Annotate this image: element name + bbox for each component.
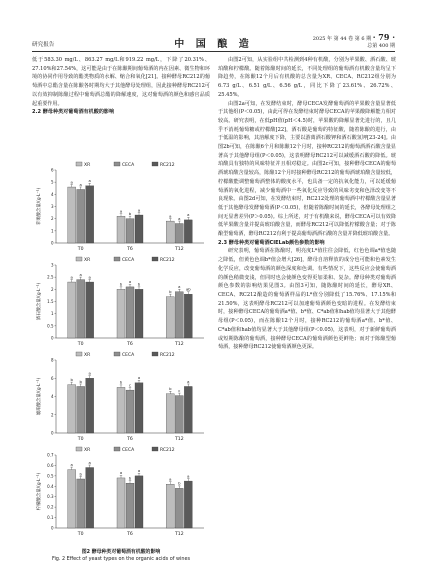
- bar-rc212-t6: [135, 383, 143, 433]
- significance-label: a: [187, 212, 190, 218]
- legend-swatch-rc212: [152, 162, 158, 166]
- y-tick-label: 0.5: [47, 323, 54, 329]
- bar-xr-t12: [166, 484, 174, 528]
- bar-ceca-t0: [77, 386, 85, 433]
- y-tick-label: 0: [50, 430, 54, 436]
- figure-2-charts: [32, 160, 210, 540]
- significance-label: a: [169, 213, 172, 219]
- significance-label: b: [128, 210, 132, 216]
- bar-ceca-t6: [126, 390, 134, 433]
- legend-swatch-ceca: [114, 257, 120, 261]
- significance-label: b: [137, 281, 141, 287]
- figure-caption-cn: 图2 酵母种类对葡萄酒有机酸的影响: [81, 549, 161, 555]
- y-tick-label: 0.4: [47, 483, 54, 489]
- significance-label: a: [88, 178, 91, 184]
- x-tick-label-t0: T0: [77, 437, 84, 442]
- legend-label-ceca: CECA: [122, 353, 135, 358]
- bar-ceca-t12: [175, 488, 183, 528]
- right-paragraph-3: 研究表明，葡萄酒在陈酿时，明亮度L*值往往会降低，红色色调a*值也随之降低，但黄色色调b*值会增大[26]，酵母自溶释放的成分也可能和色素发生化学反应，改变葡萄酒的颜色深度和色调。有些情况下，这些反应会使葡萄酒的颜色稍微变浅，但同时也会使颜色变得更加柔和、复杂。酵母种类对葡萄酒颜色参数的影响结果见图3。由图3可知，随陈酿时间的延长，酵母XR、CECA、RC212酿造的葡萄酒样品的L*值分别降低了15.76%、17.15%和21.50%，这表明酵母RC212可以加速葡萄酒颜色变暗的进程。在发酵结束时，接种酵母CECA的葡萄酒a*值、b*值、C*ab值和hab值均显著大于其他酵母组(P＜0.05)，而在陈酿12个月时，接种RC212的葡萄酒a*值、b*值、C*ab值和hab值均显著大于其他酵母组(P＜0.05)，这表明，对于新鲜葡萄酒或短期陈酿的葡萄酒，接种酵母CECA的葡萄酒颜色更鲜艳；而对于陈酿型葡萄酒，接种酵母RC212使葡萄酒颜色更深。: [218, 248, 396, 351]
- x-tick-label-t6: T6: [127, 532, 133, 537]
- total-issue: 总第 400 期: [367, 43, 395, 49]
- bar-ceca-t6: [126, 219, 134, 243]
- y-tick-label: 0.1: [47, 515, 54, 521]
- section-heading-2-2: 2.2 酵母种类对葡萄酒有机酸的影响: [32, 109, 115, 116]
- section-heading-2-3: 2.3 酵母种类对葡萄酒CIELab颜色参数的影响: [218, 239, 325, 246]
- significance-label: b: [79, 471, 82, 477]
- significance-label: a: [70, 461, 73, 467]
- y-tick-label: 0.3: [47, 494, 54, 500]
- y-tick-label: 0.5: [47, 473, 54, 479]
- legend-label-xr: XR: [84, 448, 91, 453]
- y-tick-label: 2: [50, 286, 54, 292]
- bar-rc212-t0: [86, 378, 94, 433]
- significance-label: a: [187, 378, 190, 384]
- bar-ceca-t6: [126, 287, 134, 338]
- y-tick-label: 3: [50, 262, 54, 268]
- significance-label: a: [137, 468, 141, 474]
- legend-swatch-rc212: [152, 352, 158, 356]
- y-tick-label: 1: [50, 228, 54, 234]
- bar-xr-t0: [68, 282, 76, 338]
- x-tick-label-t12: T12: [175, 247, 184, 252]
- significance-label: a: [169, 476, 172, 482]
- x-tick-label-t6: T6: [127, 247, 133, 252]
- significance-label: a: [178, 284, 181, 290]
- legend-swatch-ceca: [114, 352, 120, 356]
- section-label: 研究报告: [32, 42, 55, 48]
- bar-xr-t12: [166, 221, 174, 243]
- left-column: [32, 56, 210, 117]
- y-tick-label: 0.7: [47, 452, 54, 458]
- y-tick-label: 0.2: [47, 504, 54, 510]
- right-paragraph-1: 由图2可知，从实验组中共检测到4种有机酸，分别为苹果酸、酒石酸、琥珀酸和柠檬酸。随着陈酿时间的延长，不同处理组的葡萄酒有机酸含量均呈下降趋势，在陈酿12个月后有机酸的总含量为XR、CECA、RC212组分别为6.73 g/L、6.51 g/L、6.56 g/L，同比下降了23.61%、26.72%、25.45%。: [218, 57, 396, 98]
- significance-label: a: [178, 215, 181, 221]
- figure-2: [32, 160, 210, 540]
- significance-label: a: [70, 274, 73, 280]
- bar-ceca-t6: [126, 483, 134, 528]
- bar-rc212-t12: [184, 220, 192, 243]
- bar-ceca-t0: [77, 280, 85, 338]
- legend-label-ceca: CECA: [122, 448, 135, 453]
- bar-ceca-t0: [77, 189, 85, 243]
- bar-rc212-t0: [86, 282, 94, 338]
- significance-label: a: [88, 370, 91, 376]
- legend-label-rc212: RC212: [160, 258, 175, 263]
- significance-label: a: [88, 459, 91, 465]
- bar-xr-t0: [68, 470, 76, 528]
- bar-xr-t6: [117, 216, 125, 243]
- significance-label: b: [169, 288, 172, 294]
- y-tick-label: 1.5: [47, 299, 54, 304]
- issue-info: [313, 34, 395, 50]
- significance-label: b: [70, 376, 73, 382]
- legend-swatch-xr: [76, 162, 82, 166]
- legend-label-rc212: RC212: [160, 448, 175, 453]
- y-tick-label: 0: [50, 335, 54, 341]
- y-tick-label: 2: [50, 412, 54, 418]
- bar-ceca-t12: [175, 292, 183, 338]
- legend-label-xr: XR: [84, 258, 91, 263]
- bar-xr-t12: [166, 394, 174, 433]
- significance-label: c: [128, 382, 132, 388]
- significance-label: a: [79, 271, 82, 277]
- bar-rc212-t6: [135, 215, 143, 243]
- x-tick-label-t12: T12: [175, 532, 184, 537]
- significance-label: a: [79, 181, 82, 187]
- significance-label: a: [119, 208, 123, 214]
- significance-label: b: [178, 480, 181, 486]
- legend-swatch-xr: [76, 257, 82, 261]
- bar-xr-t12: [166, 297, 174, 338]
- y-tick-label: 6: [50, 167, 54, 173]
- significance-label: a: [128, 279, 132, 285]
- y-axis-label: 酒石酸含量/(g·L⁻¹): [37, 282, 42, 321]
- x-tick-label-t12: T12: [175, 342, 184, 347]
- bar-ceca-t0: [77, 479, 85, 528]
- legend-label-ceca: CECA: [122, 163, 135, 168]
- bar-rc212-t12: [184, 386, 192, 433]
- legend-swatch-xr: [76, 447, 82, 451]
- y-axis-label: 苹果酸含量/(g·L⁻¹): [37, 187, 42, 226]
- significance-label: ab: [185, 286, 191, 292]
- bar-rc212-t12: [184, 294, 192, 338]
- y-tick-label: 3: [50, 204, 54, 209]
- page-number: · 79 ·: [372, 32, 395, 42]
- y-tick-label: 4: [50, 191, 54, 197]
- y-tick-label: 1: [50, 311, 54, 317]
- significance-label: a: [70, 179, 73, 185]
- journal-title: 中 国 酿 造: [174, 39, 253, 50]
- legend-label-rc212: RC212: [160, 353, 175, 358]
- x-tick-label-t6: T6: [127, 437, 133, 442]
- y-tick-label: 4: [50, 394, 54, 399]
- significance-label: b: [169, 386, 172, 392]
- legend-swatch-rc212: [152, 447, 158, 451]
- bar-xr-t6: [117, 478, 125, 528]
- legend-label-ceca: CECA: [122, 258, 135, 263]
- significance-label: a: [119, 470, 123, 476]
- y-tick-label: 6: [50, 375, 54, 381]
- bar-xr-t6: [117, 289, 125, 338]
- legend-label-rc212: RC212: [160, 163, 175, 168]
- x-tick-label-t0: T0: [77, 342, 84, 347]
- bar-rc212-t12: [184, 481, 192, 528]
- bar-rc212-t0: [86, 468, 94, 528]
- y-tick-label: 2.5: [47, 274, 54, 280]
- x-tick-label-t0: T0: [77, 247, 84, 252]
- significance-label: a: [88, 274, 91, 280]
- legend-swatch-ceca: [114, 447, 120, 451]
- legend-label-xr: XR: [84, 163, 91, 168]
- figure-caption-en: Fig. 2 Effect of yeast types on the organic acids of wines: [51, 556, 191, 562]
- legend-swatch-ceca: [114, 162, 120, 166]
- right-paragraph-2: 由图2a可知，在发酵结束时，酵母CECA发酵葡萄酒的苹果酸含量显著低于其他组(P＜0.05)，由此可得在发酵结束时酵母CECA的苹果酸降解能力相对较高。研究表明，在低pH值(pH＜4.5)时，苹果酸的降解显著先进行的，且几乎不消耗葡萄糖或柠檬酸[22]，酒石酸是葡萄的特征酸，随着陈酿的进行，由于低温的影响，其溶解度下降，主要以游离酒石酸钾和酒石酸氢钾[23-24]。由图2b可知，在陈酿6个月和陈酿12个月时，接种RC212的葡萄酒酒石酸含量显著高于其他酵母组(P＜0.05)，这表明酵母RC212可以减缓酒石酸的降低。琥珀酸具有独特的风味特征并且相对稳定。由图2c可知，接种酵母CECA的葡萄酒琥珀酸含量较高，陈酿12个月时接种酵母RC212的葡萄酒琥珀酸含量较低，柠檬酸能调整葡萄酒整体的酸度水平，也具备一定的抗氧化能力，可以延缓葡萄酒的氧化进程，减少葡萄酒中一些氧化反应导致的风味劣变和色泽改变等不良现象。由图2d可知，在发酵结束时，RC212处理的葡萄酒中柠檬酸含量显著低于其他酵母发酵葡萄酒(P＜0.05)，但随着陈酿时间的延长，各酵母处理组之间无显著差异(P＞0.05)。综上所述，对于有机酸来说，酵母CECA可以有效降低苹果酸含量并提高琥珀酸含量，而酵母RC212可以降低柠檬酸含量；对于陈酿型葡萄酒，酵母RC212有利于提高葡萄酒酒石酸的含量并降低琥珀酸含量。: [218, 100, 396, 238]
- significance-label: b: [119, 379, 123, 385]
- bar-rc212-t0: [86, 186, 94, 243]
- x-tick-label-t0: T0: [77, 532, 84, 537]
- right-column: [218, 56, 396, 352]
- header-rule: [32, 51, 395, 52]
- bar-rc212-t6: [135, 476, 143, 528]
- significance-label: a: [137, 207, 141, 213]
- y-tick-label: 8: [50, 357, 54, 363]
- bar-ceca-t12: [175, 224, 183, 243]
- left-paragraph-1: 低于583.30 mg/L、863.27 mg/L和919.22 mg/L，下降了20.31%、27.10%和27.54%，这可能是由于在陈酿期间葡萄酒的内在因素、微生物和环境的协同作用导致的酯类物质的水解、缩合和氧化[21]。接种酵母RC212的葡萄酒中总酯含量在陈酿各时期均大于其他酵母处理组，因此接种酵母RC212可以有效抑制陈酿过程中葡萄酒总酯的降解速度，这对葡萄酒的颜色和感官品质起重要作用。: [32, 57, 210, 107]
- legend-swatch-rc212: [152, 257, 158, 261]
- y-tick-label: 5: [50, 179, 54, 185]
- legend-label-xr: XR: [84, 353, 91, 358]
- bar-xr-t0: [68, 187, 76, 243]
- y-axis-label: 琥珀酸含量/(g·L⁻¹): [37, 377, 42, 416]
- y-tick-label: 0: [50, 240, 54, 246]
- legend-swatch-xr: [76, 352, 82, 356]
- bar-ceca-t12: [175, 396, 183, 433]
- significance-label: b: [119, 281, 123, 287]
- x-tick-label-t6: T6: [127, 342, 133, 347]
- significance-label: b: [79, 378, 82, 384]
- significance-label: b: [128, 475, 132, 481]
- significance-label: a: [187, 473, 190, 479]
- bar-xr-t6: [117, 387, 125, 433]
- y-axis-label: 柠檬酸含量/(g·L⁻¹): [37, 472, 42, 511]
- y-tick-label: 0.6: [47, 462, 54, 468]
- y-tick-label: 2: [50, 216, 54, 222]
- bar-xr-t0: [68, 385, 76, 433]
- significance-label: c: [178, 387, 181, 393]
- bar-rc212-t6: [135, 289, 143, 338]
- x-tick-label-t12: T12: [175, 437, 184, 442]
- significance-label: a: [137, 375, 141, 381]
- issue-line: 2025 年 第 44 卷 第 6 期: [312, 36, 372, 42]
- y-tick-label: 0: [50, 525, 54, 531]
